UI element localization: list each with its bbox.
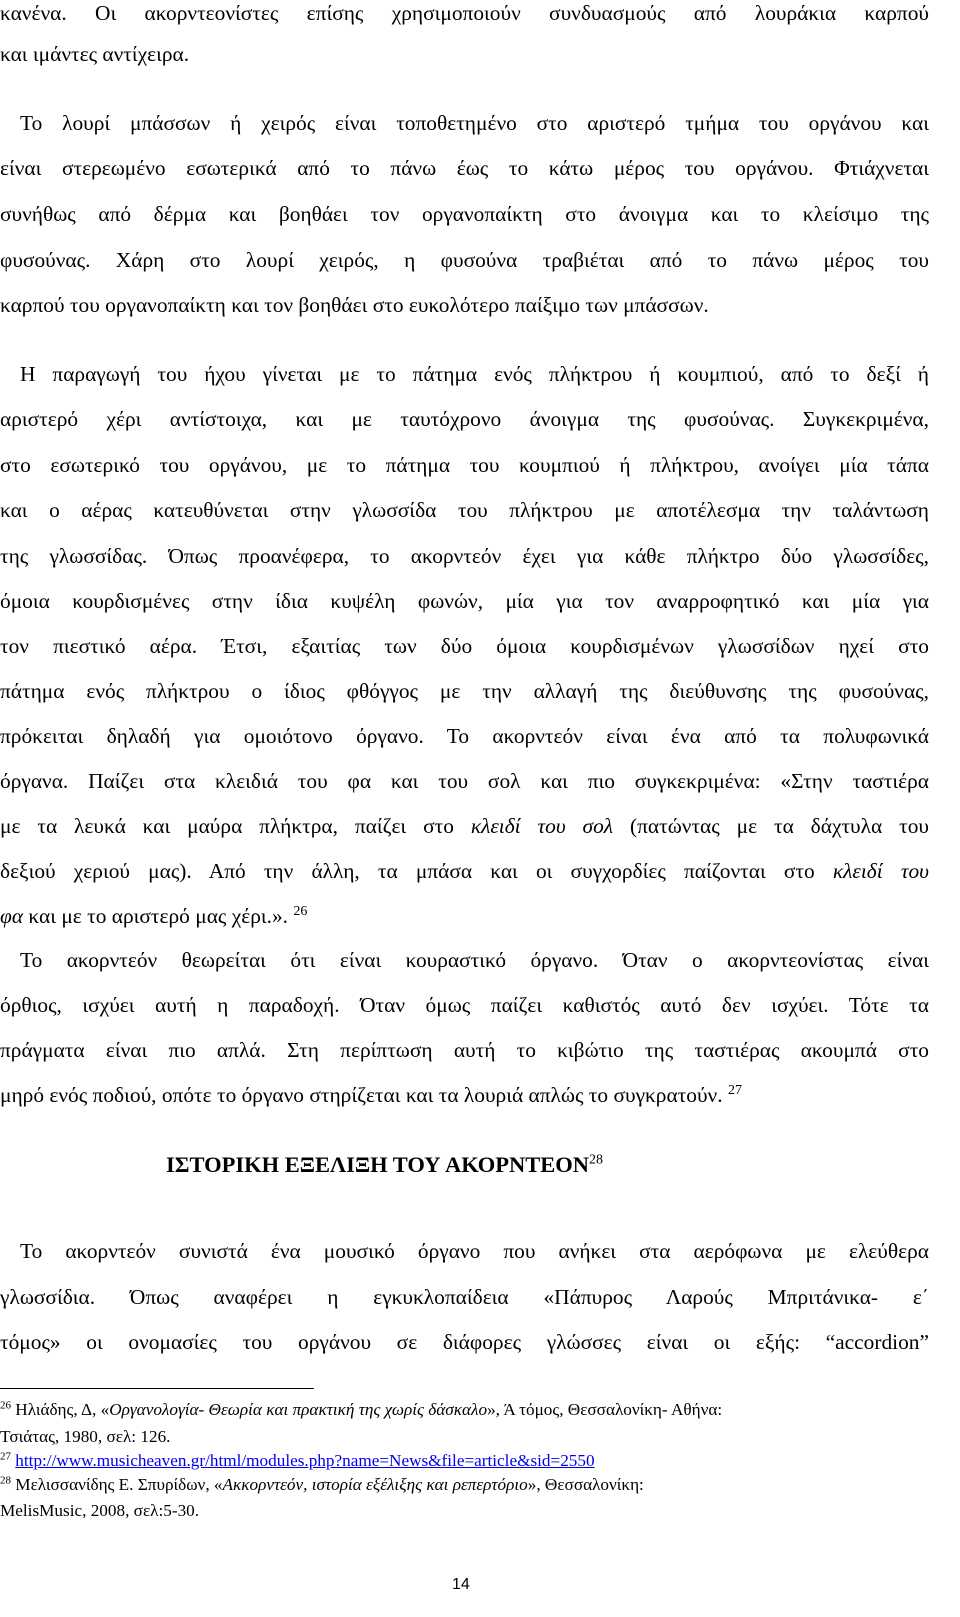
text-run: δεξιού χεριού μας). Από την άλλη, τα μπάσα και οι συγχορδίες παίζονται στο: [0, 859, 815, 883]
text-run: με τα λευκά και μαύρα πλήκτρα, παίζει στο: [0, 814, 454, 838]
footnote-27: [0, 1450, 929, 1472]
body-line: όμοια κουρδισμένες στην ίδια κυψέλη φωνών, μία για τον αναρροφητικό και μία για: [0, 589, 929, 613]
body-line: πρόκειται δηλαδή για ομοιότονο όργανο. Το ακορντεόν είναι ένα από τα πολυφωνικά: [0, 724, 929, 748]
body-line: Το ακορντεόν θεωρείται ότι είναι κουραστικό όργανο. Όταν ο ακορντεονίστας είναι: [20, 948, 929, 972]
footnote-ref-28[interactable]: 28: [589, 1152, 603, 1168]
body-line: κανένα. Οι ακορντεονίστες επίσης χρησιμοποιούν συνδυασμούς από λουράκια καρπού: [0, 1, 929, 25]
body-line: Το ακορντεόν συνιστά ένα μουσικό όργανο που ανήκει στα αερόφωνα με ελεύθερα: [20, 1239, 929, 1263]
heading-text: ΙΣΤΟΡΙΚΗ ΕΞΕΛΙΞΗ ΤΟΥ ΑΚΟΡΝΤΕΟΝ: [166, 1152, 589, 1177]
text-run: (πατώντας με τα δάχτυλα του: [629, 814, 929, 838]
footnote-number: 28: [0, 1474, 11, 1487]
footnote-26-cont: Τσιάτας, 1980, σελ: 126.: [0, 1427, 171, 1446]
footnote-28: [0, 1474, 929, 1496]
body-line: πράγματα είναι πιο απλά. Στη περίπτωση αυτή το κιβώτιο της ταστιέρας ακουμπά στο: [0, 1038, 929, 1062]
footnote-ref-26[interactable]: 26: [293, 903, 308, 919]
body-line: Η παραγωγή του ήχου γίνεται με το πάτημα ενός πλήκτρου ή κουμπιού, από το δεξί ή: [20, 362, 929, 386]
italic-run: κλειδί του: [832, 859, 929, 883]
body-line: είναι στερεωμένο εσωτερικά από το πάνω έως το κάτω μέρος του οργάνου. Φτιάχνεται: [0, 156, 929, 180]
body-line-mixed: [0, 858, 929, 885]
footnote-number: 26: [0, 1399, 11, 1412]
text-run: », Ά τόμος, Θεσσαλονίκη- Αθήνα:: [487, 1400, 723, 1419]
body-line: της γλωσσίδας. Όπως προανέφερα, το ακορντεόν έχει για κάθε πλήκτρο δύο γλωσσίδες,: [0, 544, 929, 568]
body-line: συνήθως από δέρμα και βοηθάει τον οργανοπαίκτη στο άνοιγμα και το κλείσιμο της: [0, 202, 929, 226]
italic-run: κλειδί του σολ: [470, 814, 614, 838]
body-line-mixed: [0, 1082, 929, 1109]
body-line: και ιμάντες αντίχειρα.: [0, 42, 190, 66]
italic-run: φα: [0, 904, 24, 928]
footnote-28-cont: MelisMusic, 2008, σελ:5-30.: [0, 1501, 200, 1520]
body-line-mixed: [0, 813, 929, 840]
footnote-number: 27: [0, 1450, 11, 1463]
body-line: τόμος» οι ονομασίες του οργάνου σε διάφορες γλώσσες είναι οι εξής: “accordion”: [0, 1330, 929, 1354]
body-line: αριστερό χέρι αντίστοιχα, και με ταυτόχρονο άνοιγμα της φυσούνας. Συγκεκριμένα,: [0, 407, 929, 431]
footnote-26: [0, 1399, 929, 1421]
body-line: και ο αέρας κατευθύνεται στην γλωσσίδα του πλήκτρου με αποτέλεσμα την ταλάντωση: [0, 498, 929, 522]
body-line: γλωσσίδια. Όπως αναφέρει η εγκυκλοπαίδεια «Πάπυρος Λαρούς Μπριτάνικα- ε΄: [0, 1285, 929, 1309]
body-line: όρθιος, ισχύει αυτή η παραδοχή. Όταν όμως παίζει καθιστός αυτό δεν ισχύει. Τότε τα: [0, 993, 929, 1017]
body-line: τον πιεστικό αέρα. Έτσι, εξαιτίας των δύο όμοια κουρδισμένων γλωσσίδων ηχεί στο: [0, 634, 929, 658]
page-number: 14: [452, 1576, 470, 1593]
body-line: φυσούνας. Χάρη στο λουρί χειρός, η φυσούνα τραβιέται από το πάνω μέρος του: [0, 248, 929, 272]
text-run: », Θεσσαλονίκη:: [527, 1475, 644, 1494]
text-run: Μελισσανίδης Ε. Σπυρίδων, «: [15, 1475, 223, 1494]
text-run: και με το αριστερό μας χέρι.».: [28, 904, 289, 928]
section-heading: [166, 1150, 866, 1180]
body-line: πάτημα ενός πλήκτρου ο ίδιος φθόγγος με την αλλαγή της διεύθυνσης της φυσούνας,: [0, 679, 929, 703]
body-line: όργανα. Παίζει στα κλειδιά του φα και του σολ και πιο συγκεκριμένα: «Στην ταστιέρα: [0, 769, 929, 793]
footnote-link[interactable]: http://www.musicheaven.gr/html/modules.php?name=News&file=article&sid=2550: [15, 1451, 595, 1470]
body-line: Το λουρί μπάσσων ή χειρός είναι τοποθετημένο στο αριστερό τμήμα του οργάνου και: [20, 111, 929, 135]
italic-run: Ακκορντεόν, ιστορία εξέλιξης και ρεπερτόριο: [222, 1475, 528, 1494]
footnote-ref-27[interactable]: 27: [727, 1082, 742, 1098]
body-line: στο εσωτερικό του οργάνου, με το πάτημα του κουμπιού ή πλήκτρου, ανοίγει μία τάπα: [0, 453, 929, 477]
italic-run: Οργανολογία- Θεωρία και πρακτική της χωρίς δάσκαλο: [109, 1400, 488, 1419]
text-run: Ηλιάδης, Δ, «: [15, 1400, 110, 1419]
body-line: καρπού του οργανοπαίκτη και τον βοηθάει στο ευκολότερο παίξιμο των μπάσσων.: [0, 293, 709, 317]
body-line-mixed: [0, 903, 929, 930]
footnote-separator: [0, 1388, 314, 1389]
text-run: μηρό ενός ποδιού, οπότε το όργανο στηρίζεται και τα λουριά απλώς το συγκρατούν.: [0, 1083, 723, 1107]
